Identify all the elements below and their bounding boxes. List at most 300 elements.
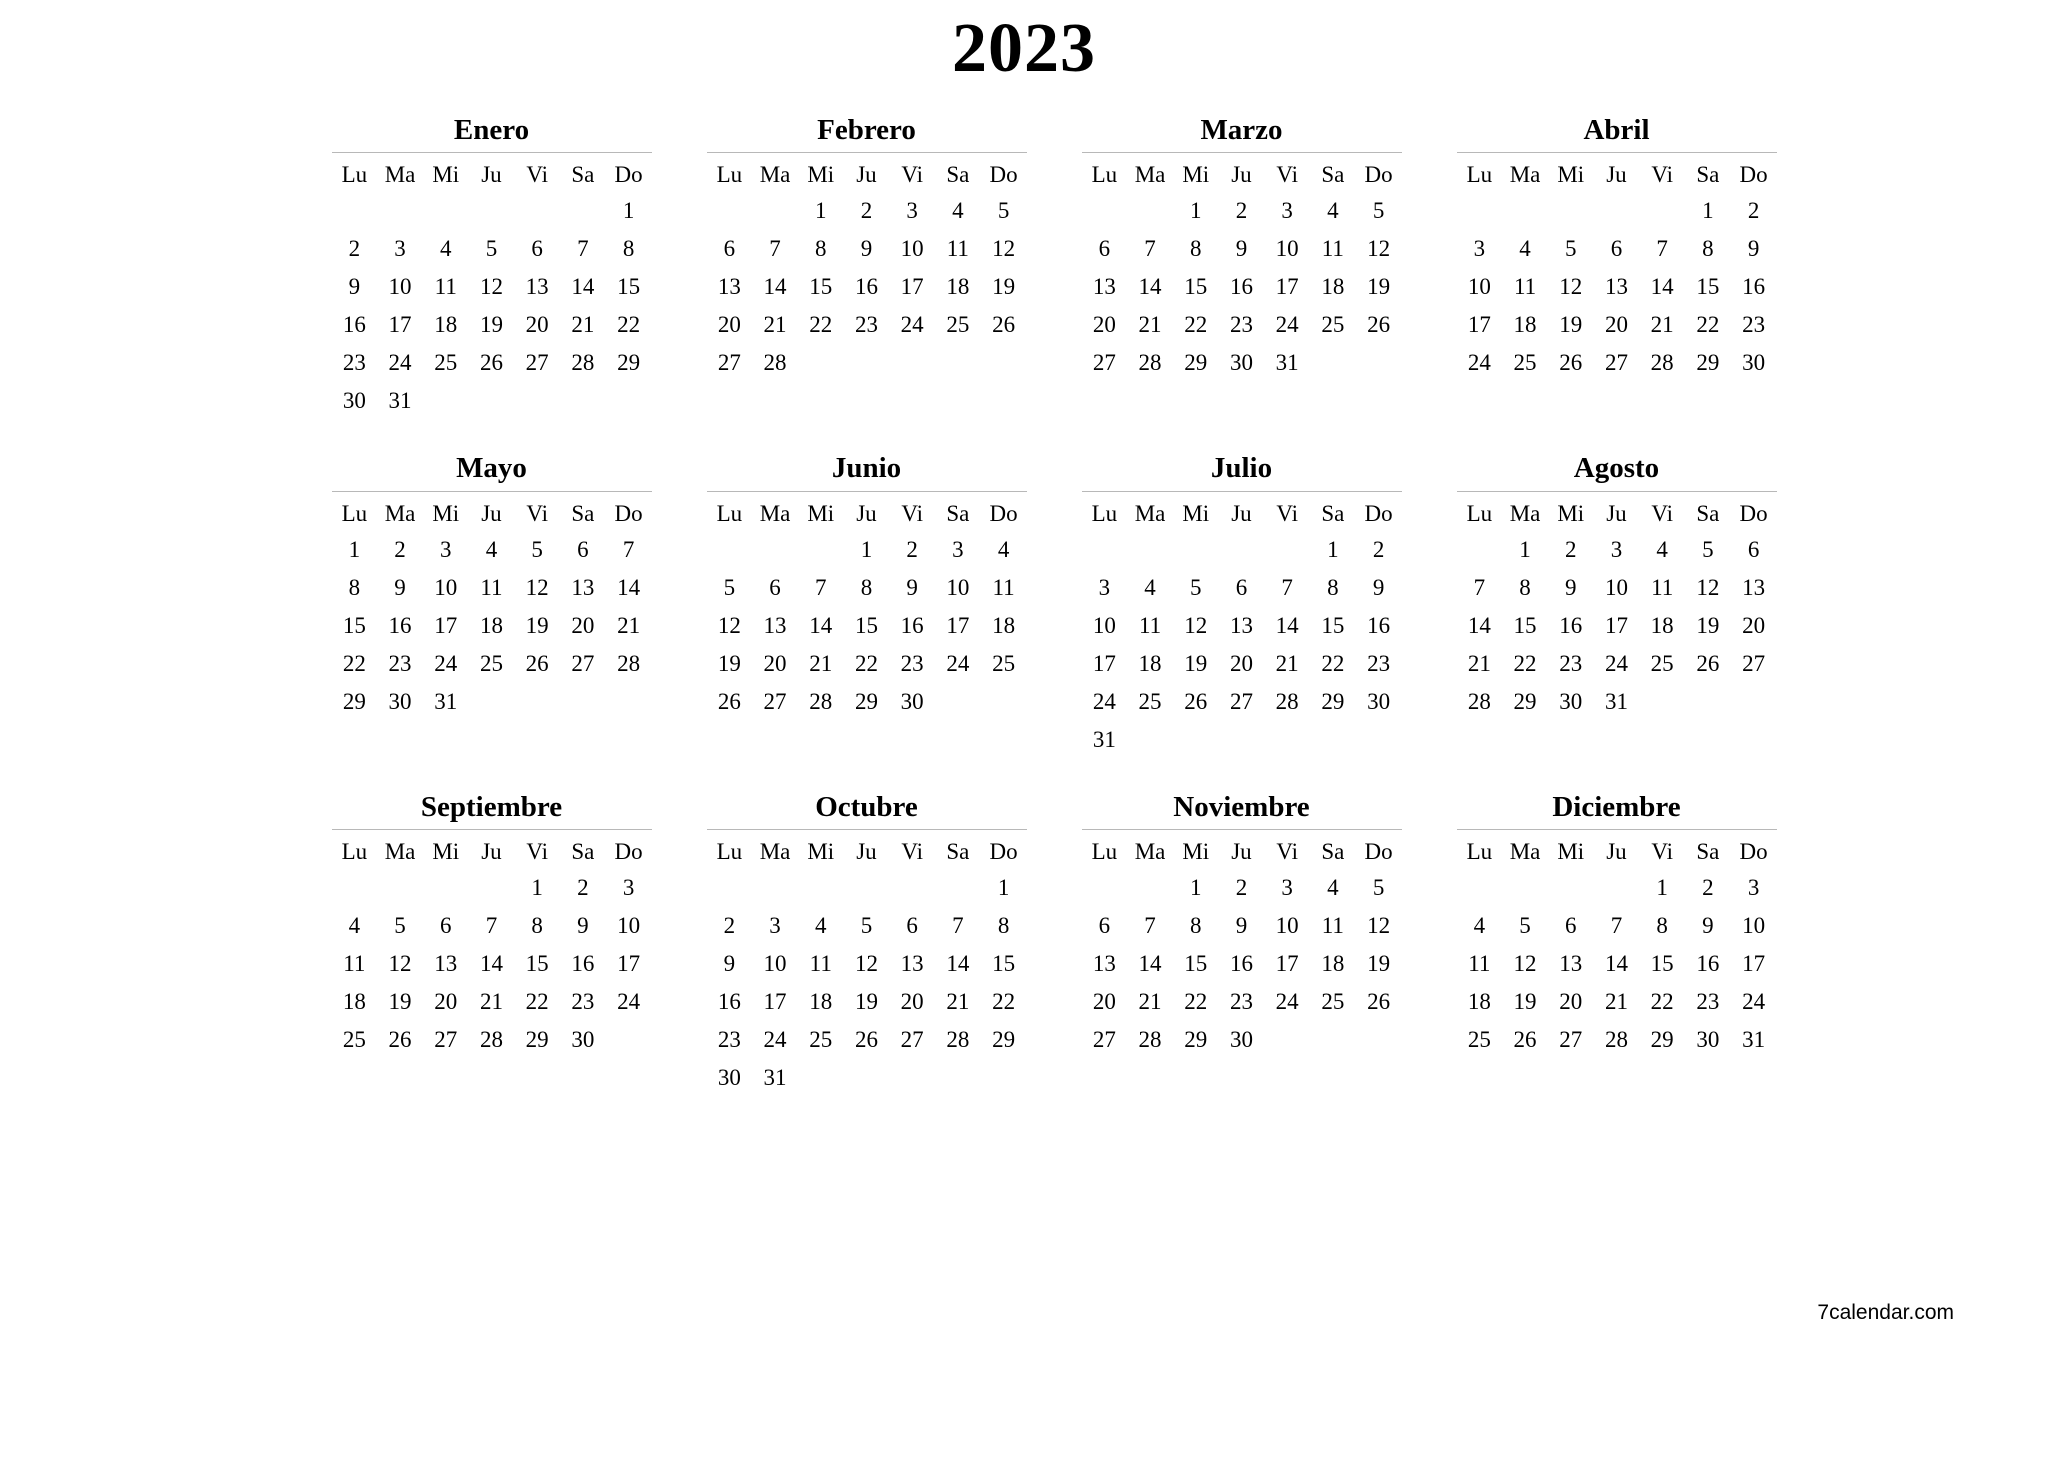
day-cell[interactable]: 24 (763, 1027, 787, 1053)
day-cell[interactable]: 29 (1513, 688, 1537, 714)
day-cell[interactable]: 21 (809, 650, 833, 676)
day-cell[interactable]: 7 (1473, 574, 1486, 600)
day-cell[interactable]: 19 (992, 274, 1016, 300)
day-cell[interactable]: 25 (1321, 989, 1345, 1015)
day-cell[interactable]: 25 (809, 1027, 833, 1053)
day-cell[interactable]: 13 (763, 612, 787, 638)
day-cell[interactable]: 16 (900, 612, 924, 638)
day-cell[interactable]: 19 (717, 650, 741, 676)
day-cell[interactable]: 30 (900, 688, 924, 714)
day-cell[interactable]: 13 (717, 274, 741, 300)
day-cell[interactable]: 9 (1747, 236, 1760, 262)
day-cell[interactable]: 24 (617, 989, 641, 1015)
day-cell[interactable]: 1 (1656, 875, 1668, 901)
day-cell[interactable]: 26 (1513, 1027, 1537, 1053)
day-cell[interactable]: 6 (1610, 236, 1623, 262)
day-cell[interactable]: 7 (577, 236, 589, 262)
day-cell[interactable]: 14 (763, 274, 787, 300)
day-cell[interactable]: 13 (1604, 274, 1628, 300)
day-cell[interactable]: 29 (854, 688, 878, 714)
day-cell[interactable]: 25 (946, 312, 970, 338)
day-cell[interactable]: 18 (342, 989, 366, 1015)
day-cell[interactable]: 27 (571, 650, 595, 676)
day-cell[interactable]: 9 (394, 574, 406, 600)
day-cell[interactable]: 15 (809, 274, 833, 300)
day-cell[interactable]: 27 (1559, 1027, 1583, 1053)
day-cell[interactable]: 8 (1190, 236, 1202, 262)
day-cell[interactable]: 8 (622, 236, 635, 262)
day-cell[interactable]: 12 (1513, 951, 1537, 977)
day-cell[interactable]: 12 (992, 236, 1016, 262)
day-cell[interactable]: 22 (1513, 650, 1537, 676)
day-cell[interactable]: 4 (1327, 875, 1339, 901)
day-cell[interactable]: 10 (1742, 913, 1766, 939)
day-cell[interactable]: 19 (479, 312, 503, 338)
day-cell[interactable]: 30 (1229, 1027, 1253, 1053)
day-cell[interactable]: 20 (1229, 650, 1253, 676)
day-cell[interactable]: 2 (1747, 198, 1760, 224)
day-cell[interactable]: 11 (1651, 574, 1674, 600)
day-cell[interactable]: 26 (1367, 989, 1391, 1015)
day-cell[interactable]: 19 (388, 989, 412, 1015)
day-cell[interactable]: 6 (723, 236, 736, 262)
day-cell[interactable]: 13 (1092, 274, 1116, 300)
day-cell[interactable]: 9 (1372, 574, 1385, 600)
day-cell[interactable]: 23 (717, 1027, 741, 1053)
day-cell[interactable]: 14 (617, 574, 641, 600)
day-cell[interactable]: 12 (854, 951, 878, 977)
day-cell[interactable]: 22 (1650, 989, 1674, 1015)
day-cell[interactable]: 12 (1367, 913, 1391, 939)
day-cell[interactable]: 8 (1656, 913, 1668, 939)
day-cell[interactable]: 5 (1372, 198, 1385, 224)
day-cell[interactable]: 27 (717, 350, 741, 376)
day-cell[interactable]: 25 (1321, 312, 1345, 338)
day-cell[interactable]: 9 (1235, 236, 1248, 262)
day-cell[interactable]: 6 (769, 574, 781, 600)
day-cell[interactable]: 24 (946, 650, 970, 676)
day-cell[interactable]: 4 (1519, 236, 1531, 262)
day-cell[interactable]: 11 (1321, 236, 1344, 262)
day-cell[interactable]: 18 (1321, 951, 1345, 977)
day-cell[interactable]: 31 (1742, 1027, 1766, 1053)
day-cell[interactable]: 23 (1696, 989, 1720, 1015)
day-cell[interactable]: 29 (617, 350, 641, 376)
day-cell[interactable]: 28 (479, 1027, 503, 1053)
day-cell[interactable]: 18 (809, 989, 833, 1015)
day-cell[interactable]: 8 (860, 574, 873, 600)
day-cell[interactable]: 5 (1372, 875, 1385, 901)
day-cell[interactable]: 17 (1742, 951, 1766, 977)
day-cell[interactable]: 21 (763, 312, 787, 338)
day-cell[interactable]: 15 (1696, 274, 1720, 300)
day-cell[interactable]: 7 (485, 913, 498, 939)
day-cell[interactable]: 21 (571, 312, 595, 338)
day-cell[interactable]: 23 (571, 989, 595, 1015)
day-cell[interactable]: 19 (1367, 951, 1391, 977)
day-cell[interactable]: 6 (1747, 536, 1760, 562)
day-cell[interactable]: 15 (1650, 951, 1674, 977)
day-cell[interactable]: 6 (440, 913, 452, 939)
day-cell[interactable]: 12 (1559, 274, 1583, 300)
day-cell[interactable]: 2 (577, 875, 589, 901)
day-cell[interactable]: 17 (1275, 951, 1299, 977)
day-cell[interactable]: 15 (1184, 274, 1208, 300)
day-cell[interactable]: 26 (1696, 650, 1720, 676)
day-cell[interactable]: 16 (1559, 612, 1583, 638)
day-cell[interactable]: 6 (1565, 913, 1577, 939)
day-cell[interactable]: 18 (1321, 274, 1345, 300)
day-cell[interactable]: 22 (854, 650, 878, 676)
day-cell[interactable]: 5 (1702, 536, 1714, 562)
day-cell[interactable]: 9 (1565, 574, 1577, 600)
day-cell[interactable]: 11 (480, 574, 503, 600)
day-cell[interactable]: 4 (952, 198, 964, 224)
day-cell[interactable]: 28 (1650, 350, 1674, 376)
day-cell[interactable]: 27 (1742, 650, 1766, 676)
day-cell[interactable]: 27 (434, 1027, 458, 1053)
day-cell[interactable]: 9 (860, 236, 873, 262)
day-cell[interactable]: 25 (1650, 650, 1674, 676)
day-cell[interactable]: 22 (1184, 989, 1208, 1015)
day-cell[interactable]: 23 (342, 350, 366, 376)
day-cell[interactable]: 31 (388, 388, 412, 414)
day-cell[interactable]: 3 (952, 536, 964, 562)
day-cell[interactable]: 2 (348, 236, 361, 262)
day-cell[interactable]: 6 (1098, 236, 1111, 262)
day-cell[interactable]: 15 (617, 274, 641, 300)
day-cell[interactable]: 9 (1235, 913, 1248, 939)
day-cell[interactable]: 30 (717, 1065, 741, 1091)
day-cell[interactable]: 23 (1229, 312, 1253, 338)
day-cell[interactable]: 18 (434, 312, 458, 338)
day-cell[interactable]: 29 (1650, 1027, 1674, 1053)
day-cell[interactable]: 5 (1565, 236, 1577, 262)
day-cell[interactable]: 18 (1650, 612, 1674, 638)
day-cell[interactable]: 2 (1235, 875, 1248, 901)
day-cell[interactable]: 13 (1742, 574, 1766, 600)
day-cell[interactable]: 22 (1321, 650, 1345, 676)
day-cell[interactable]: 18 (1138, 650, 1162, 676)
day-cell[interactable]: 2 (1372, 536, 1385, 562)
day-cell[interactable]: 9 (723, 951, 736, 977)
day-cell[interactable]: 24 (1467, 350, 1491, 376)
day-cell[interactable]: 1 (860, 536, 873, 562)
day-cell[interactable]: 10 (388, 274, 412, 300)
day-cell[interactable]: 18 (1467, 989, 1491, 1015)
day-cell[interactable]: 7 (769, 236, 781, 262)
day-cell[interactable]: 6 (1235, 574, 1248, 600)
day-cell[interactable]: 17 (617, 951, 641, 977)
day-cell[interactable]: 2 (860, 198, 873, 224)
day-cell[interactable]: 1 (348, 536, 361, 562)
day-cell[interactable]: 1 (997, 875, 1010, 901)
day-cell[interactable]: 2 (723, 913, 736, 939)
day-cell[interactable]: 14 (1275, 612, 1299, 638)
day-cell[interactable]: 22 (617, 312, 641, 338)
day-cell[interactable]: 25 (1467, 1027, 1491, 1053)
day-cell[interactable]: 5 (723, 574, 736, 600)
day-cell[interactable]: 15 (525, 951, 549, 977)
day-cell[interactable]: 7 (952, 913, 964, 939)
day-cell[interactable]: 17 (434, 612, 458, 638)
day-cell[interactable]: 4 (997, 536, 1010, 562)
day-cell[interactable]: 23 (1559, 650, 1583, 676)
day-cell[interactable]: 9 (906, 574, 918, 600)
day-cell[interactable]: 12 (1696, 574, 1720, 600)
day-cell[interactable]: 6 (1098, 913, 1111, 939)
day-cell[interactable]: 5 (531, 536, 543, 562)
day-cell[interactable]: 25 (1513, 350, 1537, 376)
day-cell[interactable]: 5 (997, 198, 1010, 224)
day-cell[interactable]: 20 (571, 612, 595, 638)
day-cell[interactable]: 7 (1144, 236, 1156, 262)
day-cell[interactable]: 26 (717, 688, 741, 714)
day-cell[interactable]: 7 (1610, 913, 1623, 939)
day-cell[interactable]: 21 (1275, 650, 1299, 676)
day-cell[interactable]: 14 (1138, 951, 1162, 977)
day-cell[interactable]: 8 (815, 236, 827, 262)
day-cell[interactable]: 13 (434, 951, 458, 977)
day-cell[interactable]: 27 (525, 350, 549, 376)
day-cell[interactable]: 3 (906, 198, 918, 224)
day-cell[interactable]: 2 (1702, 875, 1714, 901)
day-cell[interactable]: 3 (622, 875, 635, 901)
day-cell[interactable]: 29 (1696, 350, 1720, 376)
day-cell[interactable]: 26 (1184, 688, 1208, 714)
day-cell[interactable]: 15 (854, 612, 878, 638)
day-cell[interactable]: 31 (763, 1065, 787, 1091)
day-cell[interactable]: 8 (531, 913, 543, 939)
day-cell[interactable]: 27 (900, 1027, 924, 1053)
day-cell[interactable]: 26 (1559, 350, 1583, 376)
day-cell[interactable]: 10 (763, 951, 787, 977)
day-cell[interactable]: 6 (906, 913, 918, 939)
day-cell[interactable]: 9 (1702, 913, 1714, 939)
day-cell[interactable]: 21 (1467, 650, 1491, 676)
day-cell[interactable]: 23 (900, 650, 924, 676)
day-cell[interactable]: 18 (946, 274, 970, 300)
day-cell[interactable]: 4 (348, 913, 361, 939)
day-cell[interactable]: 7 (1144, 913, 1156, 939)
day-cell[interactable]: 1 (1327, 536, 1339, 562)
day-cell[interactable]: 3 (440, 536, 452, 562)
day-cell[interactable]: 23 (854, 312, 878, 338)
day-cell[interactable]: 16 (1229, 951, 1253, 977)
day-cell[interactable]: 3 (1610, 536, 1623, 562)
day-cell[interactable]: 30 (342, 388, 366, 414)
day-cell[interactable]: 3 (769, 913, 781, 939)
day-cell[interactable]: 27 (1604, 350, 1628, 376)
day-cell[interactable]: 11 (343, 951, 366, 977)
day-cell[interactable]: 30 (388, 688, 412, 714)
day-cell[interactable]: 30 (1367, 688, 1391, 714)
day-cell[interactable]: 1 (622, 198, 635, 224)
day-cell[interactable]: 12 (1184, 612, 1208, 638)
day-cell[interactable]: 25 (479, 650, 503, 676)
day-cell[interactable]: 29 (1184, 1027, 1208, 1053)
day-cell[interactable]: 10 (1092, 612, 1116, 638)
day-cell[interactable]: 8 (1190, 913, 1202, 939)
day-cell[interactable]: 14 (1604, 951, 1628, 977)
day-cell[interactable]: 19 (525, 612, 549, 638)
day-cell[interactable]: 22 (1184, 312, 1208, 338)
day-cell[interactable]: 31 (1275, 350, 1299, 376)
day-cell[interactable]: 24 (388, 350, 412, 376)
day-cell[interactable]: 15 (1321, 612, 1345, 638)
day-cell[interactable]: 21 (479, 989, 503, 1015)
day-cell[interactable]: 20 (717, 312, 741, 338)
day-cell[interactable]: 15 (992, 951, 1016, 977)
day-cell[interactable]: 1 (1702, 198, 1714, 224)
day-cell[interactable]: 5 (860, 913, 873, 939)
day-cell[interactable]: 31 (1604, 688, 1628, 714)
day-cell[interactable]: 20 (763, 650, 787, 676)
day-cell[interactable]: 15 (1513, 612, 1537, 638)
day-cell[interactable]: 4 (1144, 574, 1156, 600)
day-cell[interactable]: 12 (1367, 236, 1391, 262)
day-cell[interactable]: 8 (348, 574, 361, 600)
day-cell[interactable]: 15 (1184, 951, 1208, 977)
day-cell[interactable]: 24 (434, 650, 458, 676)
day-cell[interactable]: 14 (571, 274, 595, 300)
day-cell[interactable]: 5 (394, 913, 406, 939)
day-cell[interactable]: 5 (485, 236, 498, 262)
day-cell[interactable]: 16 (1367, 612, 1391, 638)
day-cell[interactable]: 31 (434, 688, 458, 714)
day-cell[interactable]: 20 (1742, 612, 1766, 638)
day-cell[interactable]: 18 (479, 612, 503, 638)
day-cell[interactable]: 23 (1742, 312, 1766, 338)
day-cell[interactable]: 10 (1275, 913, 1299, 939)
day-cell[interactable]: 27 (1092, 350, 1116, 376)
day-cell[interactable]: 15 (342, 612, 366, 638)
day-cell[interactable]: 7 (622, 536, 635, 562)
day-cell[interactable]: 17 (1092, 650, 1116, 676)
day-cell[interactable]: 10 (617, 913, 641, 939)
day-cell[interactable]: 1 (1190, 198, 1202, 224)
day-cell[interactable]: 17 (946, 612, 970, 638)
day-cell[interactable]: 27 (1229, 688, 1253, 714)
day-cell[interactable]: 30 (1742, 350, 1766, 376)
day-cell[interactable]: 22 (342, 650, 366, 676)
day-cell[interactable]: 13 (1229, 612, 1253, 638)
day-cell[interactable]: 28 (617, 650, 641, 676)
day-cell[interactable]: 2 (906, 536, 918, 562)
day-cell[interactable]: 14 (946, 951, 970, 977)
day-cell[interactable]: 13 (571, 574, 595, 600)
day-cell[interactable]: 24 (1604, 650, 1628, 676)
day-cell[interactable]: 24 (1092, 688, 1116, 714)
day-cell[interactable]: 19 (1184, 650, 1208, 676)
day-cell[interactable]: 17 (388, 312, 412, 338)
day-cell[interactable]: 14 (1138, 274, 1162, 300)
day-cell[interactable]: 30 (1229, 350, 1253, 376)
day-cell[interactable]: 31 (1092, 726, 1116, 752)
day-cell[interactable]: 25 (1138, 688, 1162, 714)
day-cell[interactable]: 24 (1275, 989, 1299, 1015)
day-cell[interactable]: 23 (1367, 650, 1391, 676)
day-cell[interactable]: 29 (992, 1027, 1016, 1053)
day-cell[interactable]: 4 (815, 913, 827, 939)
day-cell[interactable]: 24 (1275, 312, 1299, 338)
day-cell[interactable]: 3 (394, 236, 406, 262)
day-cell[interactable]: 3 (1747, 875, 1760, 901)
day-cell[interactable]: 28 (1604, 1027, 1628, 1053)
day-cell[interactable]: 11 (946, 236, 969, 262)
day-cell[interactable]: 4 (1473, 913, 1486, 939)
day-cell[interactable]: 8 (1519, 574, 1531, 600)
day-cell[interactable]: 28 (1138, 350, 1162, 376)
day-cell[interactable]: 11 (992, 574, 1015, 600)
day-cell[interactable]: 28 (946, 1027, 970, 1053)
day-cell[interactable]: 11 (1468, 951, 1491, 977)
day-cell[interactable]: 12 (717, 612, 741, 638)
day-cell[interactable]: 10 (1275, 236, 1299, 262)
day-cell[interactable]: 2 (1565, 536, 1577, 562)
day-cell[interactable]: 26 (479, 350, 503, 376)
day-cell[interactable]: 7 (1281, 574, 1293, 600)
day-cell[interactable]: 16 (854, 274, 878, 300)
day-cell[interactable]: 28 (763, 350, 787, 376)
day-cell[interactable]: 6 (577, 536, 589, 562)
day-cell[interactable]: 10 (1604, 574, 1628, 600)
day-cell[interactable]: 28 (1467, 688, 1491, 714)
day-cell[interactable]: 21 (1138, 989, 1162, 1015)
day-cell[interactable]: 17 (1604, 612, 1628, 638)
day-cell[interactable]: 30 (1559, 688, 1583, 714)
day-cell[interactable]: 16 (342, 312, 366, 338)
day-cell[interactable]: 30 (571, 1027, 595, 1053)
day-cell[interactable]: 18 (992, 612, 1016, 638)
day-cell[interactable]: 13 (900, 951, 924, 977)
day-cell[interactable]: 22 (1696, 312, 1720, 338)
day-cell[interactable]: 21 (946, 989, 970, 1015)
day-cell[interactable]: 10 (900, 236, 924, 262)
day-cell[interactable]: 2 (1235, 198, 1248, 224)
day-cell[interactable]: 10 (1467, 274, 1491, 300)
day-cell[interactable]: 1 (1519, 536, 1531, 562)
day-cell[interactable]: 18 (1513, 312, 1537, 338)
day-cell[interactable]: 28 (809, 688, 833, 714)
day-cell[interactable]: 24 (1742, 989, 1766, 1015)
day-cell[interactable]: 6 (531, 236, 543, 262)
day-cell[interactable]: 16 (1696, 951, 1720, 977)
day-cell[interactable]: 11 (809, 951, 832, 977)
day-cell[interactable]: 17 (1467, 312, 1491, 338)
day-cell[interactable]: 25 (992, 650, 1016, 676)
day-cell[interactable]: 11 (434, 274, 457, 300)
day-cell[interactable]: 20 (900, 989, 924, 1015)
day-cell[interactable]: 11 (1138, 612, 1162, 638)
day-cell[interactable]: 22 (525, 989, 549, 1015)
day-cell[interactable]: 4 (1656, 536, 1668, 562)
day-cell[interactable]: 11 (1513, 274, 1537, 300)
day-cell[interactable]: 14 (479, 951, 503, 977)
day-cell[interactable]: 29 (525, 1027, 549, 1053)
day-cell[interactable]: 1 (1190, 875, 1202, 901)
day-cell[interactable]: 3 (1473, 236, 1486, 262)
day-cell[interactable]: 8 (1327, 574, 1339, 600)
day-cell[interactable]: 19 (1559, 312, 1583, 338)
day-cell[interactable]: 21 (1138, 312, 1162, 338)
day-cell[interactable]: 5 (1519, 913, 1531, 939)
day-cell[interactable]: 13 (1092, 951, 1116, 977)
day-cell[interactable]: 7 (815, 574, 827, 600)
day-cell[interactable]: 21 (1604, 989, 1628, 1015)
day-cell[interactable]: 14 (1650, 274, 1674, 300)
day-cell[interactable]: 10 (434, 574, 458, 600)
